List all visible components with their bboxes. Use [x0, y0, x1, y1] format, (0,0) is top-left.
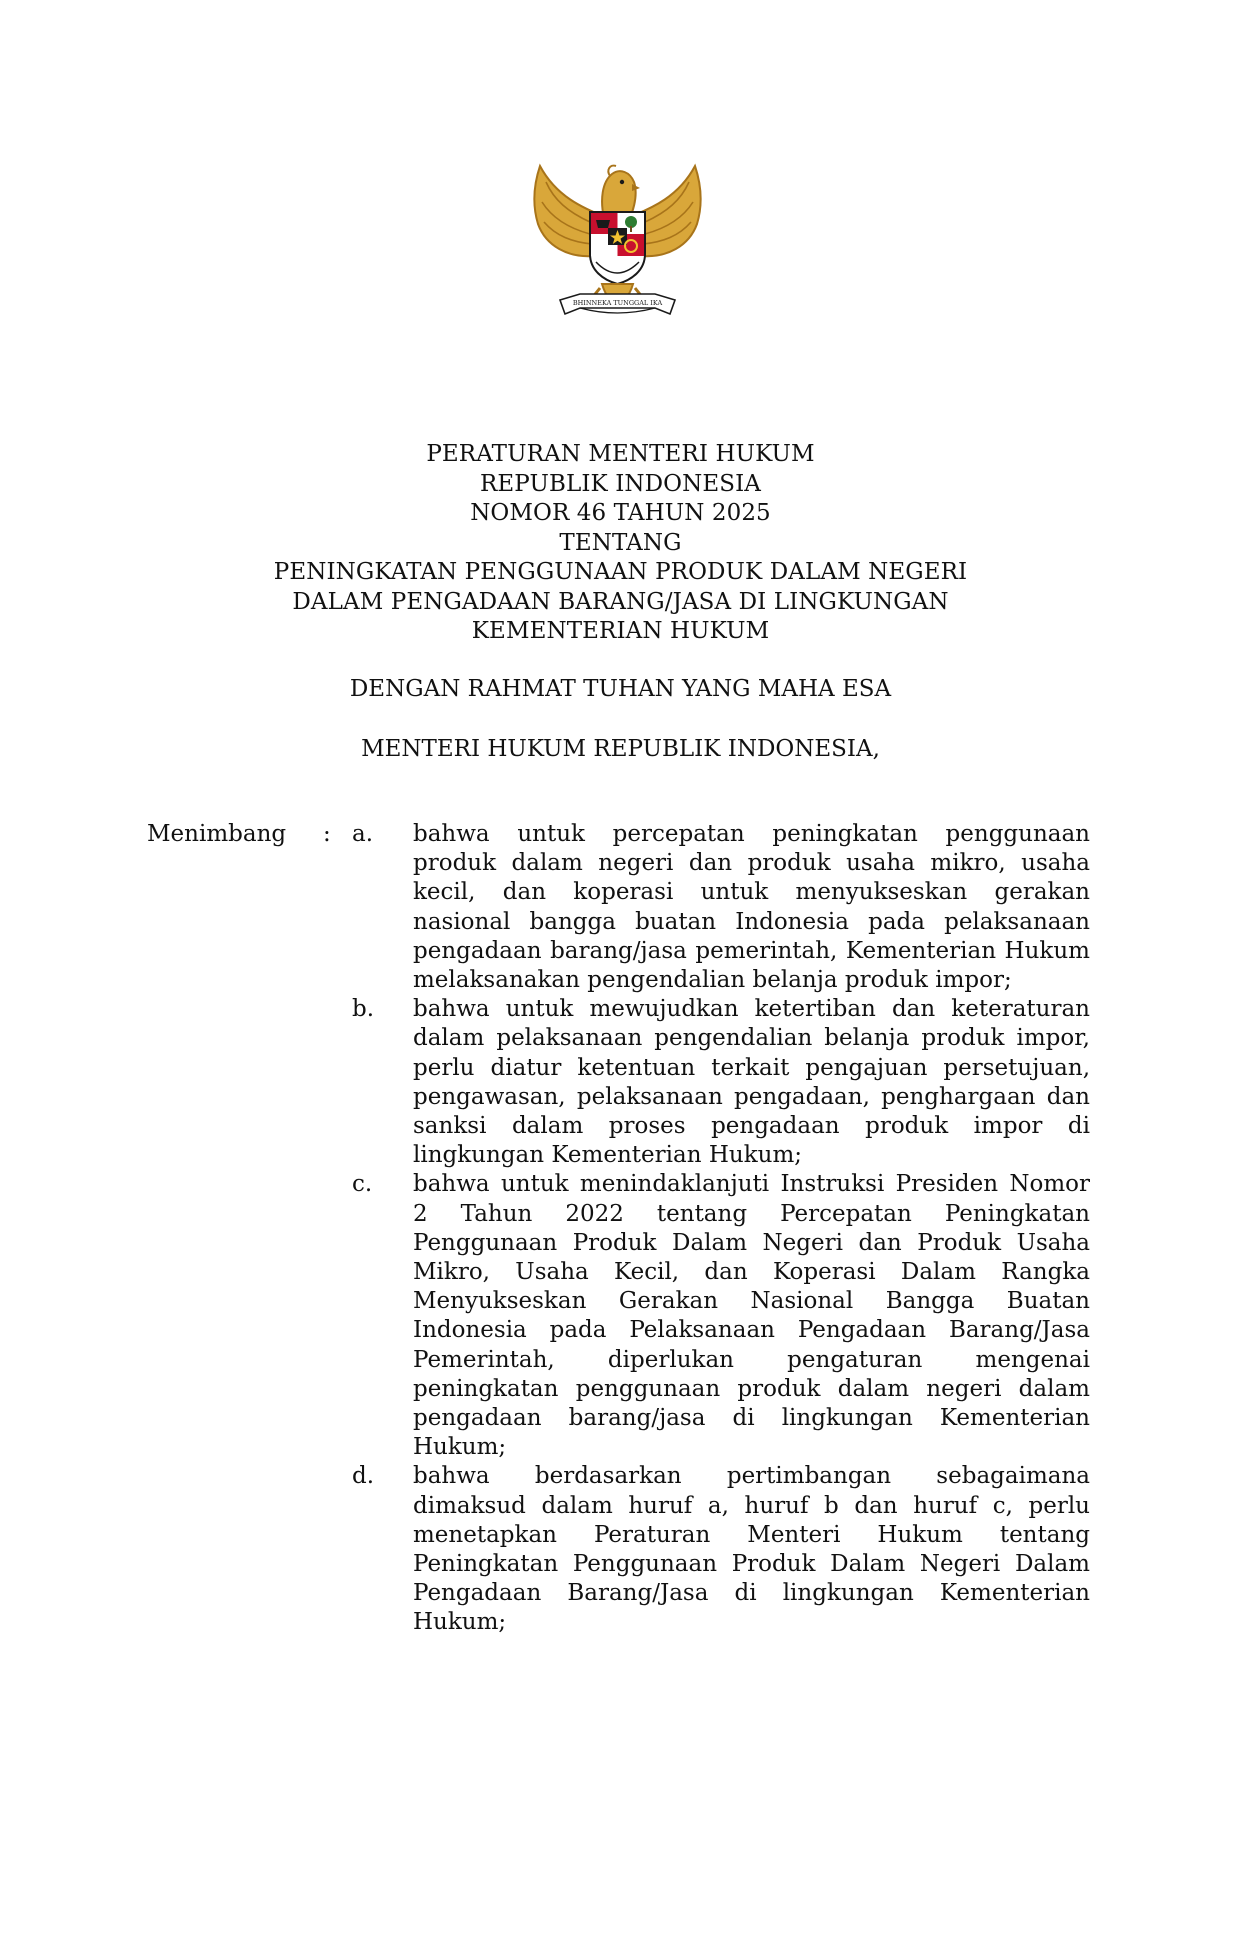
title-line-5: PENINGKATAN PENGGUNAAN PRODUK DALAM NEGERI: [273, 559, 968, 585]
title-line-3: NOMOR 46 TAHUN 2025: [470, 500, 771, 526]
list-item: [0, 995, 1241, 1170]
garuda-pancasila-emblem-icon: [530, 148, 705, 330]
menimbang-list: [0, 820, 1241, 1638]
item-letter: b.: [352, 996, 375, 1023]
item-text: bahwa untuk menindaklanjuti Instruksi Presiden Nomor 2 Tahun 2022 tentang Percepatan Peningkatan Penggunaan Produk Dalam Negeri dan Produk Usaha Mikro, Usaha Kecil, dan Koperasi Dalam Rangka Menyukseskan Gerakan Nasional Bangga Buatan Indonesia pada Pelaksanaan Pengadaan Barang/Jasa Pemerintah, diperlukan pengaturan mengenai peningkatan penggunaan produk dalam negeri dalam pengadaan barang/jasa di lingkungan Kementerian Hukum;: [413, 1171, 1090, 1461]
invocation: DENGAN RAHMAT TUHAN YANG MAHA ESA: [349, 676, 892, 702]
item-letter: a.: [352, 821, 374, 847]
list-item: [0, 820, 1241, 995]
list-item: [0, 1462, 1241, 1637]
item-text: bahwa berdasarkan pertimbangan sebagaimana dimaksud dalam huruf a, huruf b dan huruf c, perlu menetapkan Peraturan Menteri Hukum tentang Peningkatan Penggunaan Produk Dalam Negeri Dalam Pengadaan Barang/Jasa di lingkungan Kementerian Hukum;: [413, 1463, 1090, 1636]
menimbang-colon: :: [323, 821, 331, 847]
item-text: bahwa untuk percepatan peningkatan penggunaan produk dalam negeri dan produk usaha mikro, usaha kecil, dan koperasi untuk menyukseskan gerakan nasional bangga buatan Indonesia pada pelaksanaan pengadaan barang/jasa pemerintah, Kementerian Hukum melaksanakan pengendalian belanja produk impor;: [413, 821, 1090, 994]
item-letter: d.: [352, 1463, 375, 1490]
list-item: [0, 1170, 1241, 1462]
item-letter: c.: [352, 1171, 373, 1198]
title-line-2: REPUBLIK INDONESIA: [480, 470, 761, 497]
minister-heading: MENTERI HUKUM REPUBLIK INDONESIA,: [361, 736, 880, 762]
regulation-title: [0, 440, 1241, 647]
title-line-7: KEMENTERIAN HUKUM: [471, 618, 770, 644]
title-line-4: TENTANG: [559, 529, 682, 556]
menimbang-label: Menimbang: [147, 821, 287, 847]
emblem-motto: BHINNEKA TUNGGAL IKA: [572, 299, 663, 307]
title-line-6: DALAM PENGADAAN BARANG/JASA DI LINGKUNGAN: [292, 588, 949, 615]
item-text: bahwa untuk mewujudkan ketertiban dan keteraturan dalam pelaksanaan pengendalian belanja produk impor, perlu diatur ketentuan terkait pengajuan persetujuan, pengawasan, pelaksanaan pengadaan, penghargaan dan sanksi dalam proses pengadaan produk impor di lingkungan Kementerian Hukum;: [413, 996, 1090, 1169]
title-line-1: PERATURAN MENTERI HUKUM: [426, 441, 815, 467]
